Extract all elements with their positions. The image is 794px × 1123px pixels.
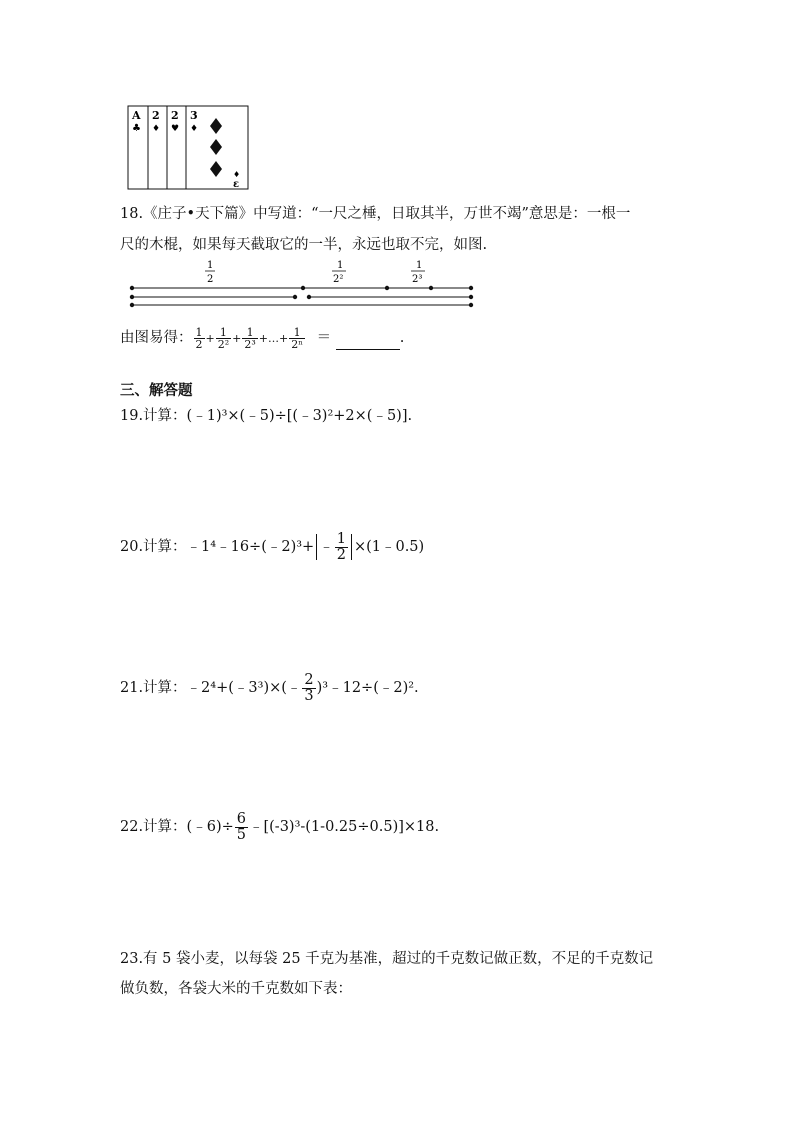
card-3-suit: ♥	[171, 124, 180, 134]
answer-blank[interactable]	[336, 335, 400, 350]
card-2-rank: 2	[152, 109, 160, 122]
q22: 22.计算：(﹣6)÷ $\frac{6}{5}$ ﹣[(-3)³-(1-0.25÷0.5)]×18.	[120, 811, 440, 843]
segment-label-num: 1	[337, 260, 344, 271]
q21-fraction: $\frac{2}{3}$	[304, 672, 314, 704]
q20: 20.计算：﹣1⁴﹣16÷(﹣2)³+ ﹣ $\frac{1}{2}$ ×(1﹣0.5)	[120, 531, 425, 563]
halving-stick-diagram	[125, 258, 477, 314]
segment-label-den: 2²	[333, 274, 344, 285]
card-4-suit: ♦	[190, 124, 199, 134]
q20-fraction: $\frac{1}{2}$	[336, 531, 346, 563]
q23-line2: 做负数，各袋大米的千克数如下表：	[120, 981, 352, 997]
abs-bar-left	[316, 534, 317, 560]
q21: 21.计算：﹣2⁴+(﹣3³)×(﹣ $\frac{2}{3}$ )³﹣12÷(﹣2)².	[120, 672, 419, 704]
card-4-suit-bottom: ♦	[233, 170, 241, 179]
q19: 19.计算：(﹣1)³×(﹣5)÷[(﹣3)²+2×(﹣5)].	[120, 408, 413, 424]
abs-bar-right	[351, 534, 352, 560]
section-title: 三、解答题	[120, 382, 193, 399]
segment-label-num: 1	[416, 260, 423, 271]
q18-series-line: 由图易得： $\frac{1}{2}$ + $\frac{1}{\text{2²}}$ + $\frac{1}{\text{2³}}$ +…+ $\frac{1}{\text{2ⁿ}}$ ＝ .	[120, 325, 405, 351]
q23-line1: 23.有 5 袋小麦，以每袋 25 千克为基准，超过的千克数记做正数，不足的千克数记	[120, 951, 654, 967]
card-4-rank-bottom: ε	[233, 179, 240, 190]
segment-label-den: 2	[207, 274, 214, 285]
segment-label-num: 1	[207, 260, 214, 271]
card-3-rank: 2	[171, 109, 179, 122]
series-term-2: $\frac{1}{\text{2²}}$	[217, 325, 230, 351]
q18-line2: 尺的木棍，如果每天截取它的一半，永远也取不完，如图.	[120, 237, 488, 253]
segment-label-den: 2³	[412, 274, 423, 285]
q18-line1: 18.《庄子•天下篇》中写道：“一尺之棰，日取其半，万世不竭”意思是：一根一	[120, 206, 631, 222]
card-2-suit: ♦	[152, 124, 161, 134]
equals-sign: ＝	[316, 330, 332, 346]
series-term-n: $\frac{1}{\text{2ⁿ}}$	[291, 325, 303, 351]
card-1-suit: ♣	[132, 123, 141, 134]
card-1-rank: A	[132, 109, 141, 122]
series-term-1: $\frac{1}{2}$	[195, 325, 203, 351]
series-term-3: $\frac{1}{\text{2³}}$	[244, 325, 256, 351]
playing-cards-figure	[127, 105, 249, 190]
q18-prefix: 由图易得：	[120, 330, 193, 346]
q22-fraction: $\frac{6}{5}$	[236, 811, 246, 843]
card-4-rank: 3	[190, 109, 198, 122]
